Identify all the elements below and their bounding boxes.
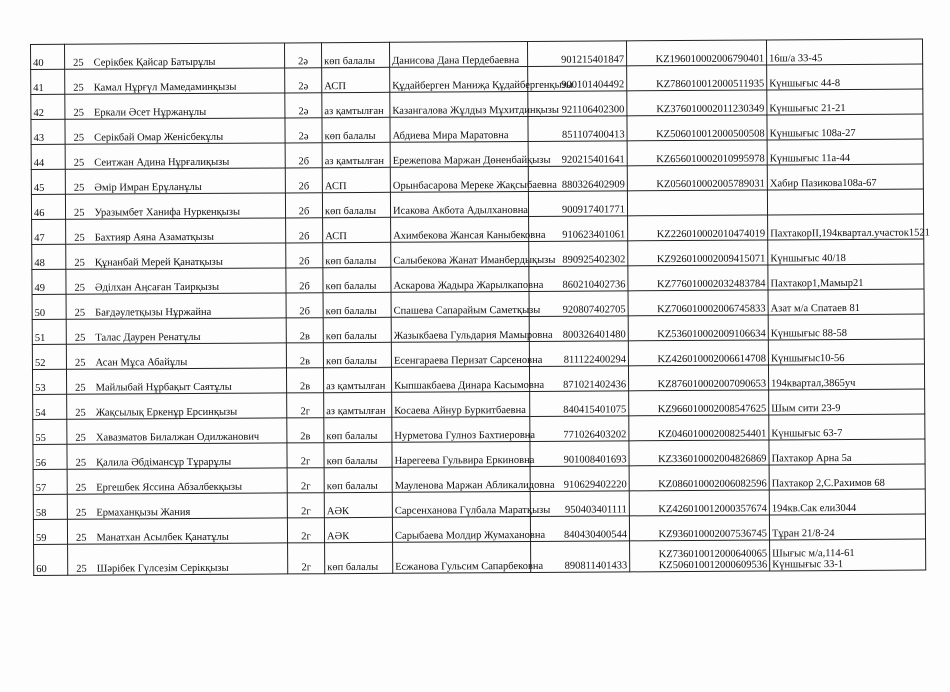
class-cell: 2в [286,368,323,393]
address-cell [767,189,923,215]
age-value: 25 [76,563,87,575]
student-name-text: Хавазматов Билалжан Одилжанович [95,431,260,444]
row-number: 40 [31,44,65,69]
iban-cell: KZ226010002010474019 [628,215,768,241]
iban-cell: KZ336010002004826869 [629,440,769,466]
parent-name: Спашева Сапарайым Саметқызы [391,291,529,317]
iin-cell: 901008401693 [530,441,629,467]
iban-cell [627,190,767,216]
status-cell: АСП [322,167,390,192]
class-cell: 2г [287,518,324,543]
student-name-text: Ермаханқызы Жания [96,507,191,519]
class-cell: 2ә [285,68,322,93]
student-name-text: Бағдәулетқызы Нұржайна [95,306,212,319]
student-name [67,468,287,494]
parent-name: Құдайберген Маниҗа Құдайбергенқызы [390,66,528,92]
status-cell: АӘК [324,492,392,517]
student-name-text: Еркали Әсет Нұржанұлы [93,106,207,119]
class-cell: 2г [287,493,324,518]
student-name-text: Бахтияр Аяна Азаматқызы [94,231,214,244]
student-name [68,543,288,575]
student-name [66,343,286,369]
age-value: 25 [73,132,85,144]
age-value: 25 [73,82,84,94]
row-number: 53 [32,369,66,394]
iban-cell: KZ056010002005789031 [627,165,767,191]
parent-name: Аскарова Жадыра Жарылкаповна [391,266,529,292]
iin-cell: 920215401641 [528,141,627,167]
student-name-text: Уразымбет Ханифа Нуркенқызы [94,206,241,219]
address-cell: Күншығыс 11а-44 [767,139,923,165]
student-name [67,493,287,519]
student-name-text: Майлыбай Нұрбақыт Саятұлы [95,381,232,394]
status-cell: АСП [323,217,391,242]
student-name-text: Әділхан Аңсаған Таирқызы [94,281,220,294]
address-cell: 16ш/а 33-45 [766,39,922,65]
row-number: 42 [31,94,65,119]
status-cell: көп балалы [323,342,391,367]
iin-cell: 910623401061 [529,216,628,242]
age-value: 25 [75,382,86,394]
class-cell: 2г [287,468,324,493]
student-name [66,268,286,294]
row-number: 50 [32,294,66,319]
parent-name: Есжанова Гульсим Сапарбековна [393,541,531,573]
age-value: 25 [74,307,86,319]
iban-cell: KZ776010002032483784 [628,265,768,291]
age-value: 25 [73,107,84,119]
row-number: 47 [32,219,66,244]
age-value: 25 [74,357,86,369]
age-value: 25 [75,457,87,469]
iban-cell: KZ376010002011230349 [627,90,767,116]
iin-cell: 910629402220 [530,466,629,492]
class-cell: 2б [285,193,322,218]
row-number: 41 [31,69,65,94]
iban-cell: KZ046010002008254401 [629,415,769,441]
student-name [66,318,286,344]
iin-cell: 920807402705 [529,291,628,317]
iban-cell: KZ086010002006082596 [629,465,769,491]
row-number: 48 [32,244,66,269]
parent-name: Жазыкбаева Гульдария Мамыровна [391,316,529,342]
row-number: 56 [33,444,67,469]
status-cell: аз қамтылған [322,92,390,117]
address-cell: Шым сити 23-9 [769,389,925,415]
row-number: 57 [33,469,67,494]
status-cell: аз қамтылған [323,367,391,392]
parent-name: Сарыбаева Молдир Жумахановна [392,516,530,542]
address-cell: Пахтакор 2,С.Рахимов 68 [769,464,925,490]
age-value: 25 [74,257,85,269]
parent-name: Ережепова Маржан Дөненбайқызы [390,141,528,167]
address-cell: Пахтакор1,Мамыр21 [768,264,924,290]
student-name [67,443,287,469]
student-name-text: Серікбек Қайсар Батырұлы [93,56,216,69]
student-name [65,118,285,144]
student-name [66,293,286,319]
row-number: 59 [33,519,67,544]
class-cell: 2б [286,268,323,293]
iban-cell: KZ426010012000357674 [629,490,769,516]
parent-name: Казангалова Жұлдыз Мұхитдинқызы [390,91,528,117]
class-cell: 2в [287,418,324,443]
student-list-table [30,39,930,576]
address-cell: Тұран 21/8-24 [769,514,925,540]
class-cell: 2ә [285,118,322,143]
status-cell: көп балалы [325,542,393,573]
student-name-text: Қалила Әбдімансұр Тұрарұлы [96,456,232,469]
class-cell: 2б [285,168,322,193]
iin-cell: 800326401480 [529,316,628,342]
address-cell: Күншығыс 63-7 [769,414,925,440]
parent-name: Косаева Айнур Буркитбаевна [392,391,530,417]
class-cell: 2б [286,243,323,268]
age-value: 25 [74,332,86,344]
iin-cell: 880326402909 [528,166,627,192]
iin-cell: 900101404492 [528,66,627,92]
status-cell: көп балалы [321,42,389,67]
parent-name: Кыпшакбаева Динара Касымовна [391,366,529,392]
student-name [65,143,285,169]
student-name [65,193,285,219]
age-value: 25 [73,157,85,169]
address-cell: Күншығыс 40/18 [768,239,924,265]
iin-cell: 950403401111 [530,491,629,517]
student-name-text: Шәрібек Гүлсезім Серікқызы [96,562,229,575]
address-cell: Күншығыс 44-8 [767,64,923,90]
status-cell: көп балалы [323,242,391,267]
iban-cell: KZ196010002006790401 [626,40,766,66]
address-cell: Күншығыс 88-58 [768,314,924,340]
student-name-text: Талас Даурен Ренатұлы [95,331,201,344]
iin-cell: 900917401771 [528,191,627,217]
iban-cell: KZ656010002010995978 [627,140,767,166]
class-cell: 2ә [285,93,322,118]
age-value: 25 [75,507,87,519]
student-name-text: Сеитжан Адина Нұрғалиқызы [94,156,230,169]
address-cell: 194кв.Сак ели3044 [769,489,925,515]
table-row [34,539,926,575]
student-name [67,418,287,444]
parent-name: Ахимбекова Жансая Каныбековна [391,216,529,242]
age-value: 25 [73,182,85,194]
class-cell: 2г [287,393,324,418]
parent-name: Абдиева Мира Маратовна [390,116,528,142]
address-cell: Пахтакор Арна 5а [769,439,925,465]
row-number: 43 [31,119,65,144]
student-name-text: Жақсылық Еркенұр Ерсинқызы [95,406,238,419]
row-number: 44 [31,144,65,169]
parent-name: Данисова Дана Пердебаевна [389,41,527,67]
parent-name: Орынбасарова Мереке Жақсыбаевна [390,166,528,192]
student-name-text: Әмір Имран Ерұланұлы [94,181,202,194]
student-name [65,168,285,194]
iban-cell: KZ426010002006614708 [628,340,768,366]
row-number: 55 [33,419,67,444]
iin-cell: 871021402436 [529,366,628,392]
row-number: 52 [32,344,66,369]
iin-cell: 890925402302 [529,241,628,267]
age-value: 25 [74,232,85,244]
address-cell: Күншығыс10-56 [768,339,924,365]
age-value: 25 [75,407,86,419]
class-cell: 2г [288,543,325,574]
class-cell: 2б [285,143,322,168]
status-cell: аз қамтылған [324,392,392,417]
row-number: 49 [32,269,66,294]
age-value: 25 [73,57,84,69]
iin-cell: 811122400294 [529,341,628,367]
student-name-text: Құнанбай Мерей Қанатқызы [94,256,223,269]
status-cell: көп балалы [324,467,392,492]
iin-cell: 860210402736 [529,266,628,292]
age-value: 25 [75,482,87,494]
age-value: 25 [74,282,86,294]
address-cell: 194квартал,3865уч [768,364,924,390]
iin-cell: 921106402300 [528,91,627,117]
iban-cell: KZ736010012000640065 KZ506010012000609536 [630,540,770,572]
iin-cell: 890811401433 [531,541,630,573]
age-value: 25 [75,432,86,444]
row-number: 46 [31,194,65,219]
iban-cell: KZ536010002009106634 [628,315,768,341]
iban-cell: KZ966010002008547625 [629,390,769,416]
class-cell: 2в [286,343,323,368]
row-number: 51 [32,319,66,344]
class-cell: 2ә [284,43,321,68]
parent-name: Есенгараева Перизат Сарсеновна [391,341,529,367]
status-cell: көп балалы [324,417,392,442]
status-cell: көп балалы [323,317,391,342]
row-number: 54 [33,394,67,419]
status-cell: АСП [322,67,390,92]
iban-cell: KZ876010002007090653 [628,365,768,391]
extra-iban: KZ506010012000609536 [658,559,768,572]
student-name-text: Асан Мұса Абайұлы [95,357,188,369]
status-cell: АӘК [324,517,392,542]
status-cell: көп балалы [322,192,390,217]
student-name [67,393,287,419]
student-name [65,43,285,69]
address-cell: Азат м/а Спатаев 81 [768,289,924,315]
student-name [66,368,286,394]
parent-name: Нарегеева Гульвира Еркиновна [392,441,530,467]
address-cell: Хабир Пазикова108а-67 [767,164,923,190]
age-value: 25 [74,207,85,219]
iban-cell: KZ936010002007536745 [629,515,769,541]
student-name [67,518,287,544]
row-number: 58 [33,494,67,519]
status-cell: аз қамтылған [322,142,390,167]
class-cell: 2б [286,293,323,318]
iin-cell: 771026403202 [530,416,629,442]
iin-cell: 840430400544 [530,516,629,542]
student-name-text: Ергешбек Яссина Абзалбекқызы [96,481,243,494]
iin-cell: 840415401075 [530,391,629,417]
row-number: 45 [31,169,65,194]
address-cell: Күншығыс 21-21 [767,89,923,115]
status-cell: көп балалы [324,442,392,467]
class-cell: 2б [286,218,323,243]
iin-cell: 851107400413 [528,116,627,142]
parent-name: Исакова Акбота Адылхановна [390,191,528,217]
age-value: 25 [75,532,87,544]
extra-address: Күншығыс 33-1 [772,559,844,571]
parent-name: Нурметова Гулноз Бахтиеровна [392,416,530,442]
parent-name: Сарсенханова Гүлбала Маратқызы [392,491,530,517]
student-name-text: Камал Нұрғүл Мамедаминқызы [93,81,237,94]
iban-cell: KZ786010012000511935 [627,65,767,91]
status-cell: көп балалы [322,117,390,142]
student-name [65,93,285,119]
iban-cell: KZ506010012000500508 [627,115,767,141]
parent-name: Салыбекова Жанат Иманбердықызы [391,241,529,267]
row-number: 60 [34,544,68,575]
student-name-text: Серікбай Омар Женісбекұлы [94,131,224,144]
status-cell: көп балалы [323,267,391,292]
student-name-text: Манатхан Асылбек Қанатұлы [96,531,229,544]
student-name [66,218,286,244]
iban-cell: KZ926010002009415071 [628,240,768,266]
iin-cell: 901215401847 [527,41,626,67]
address-cell: ПахтакорII,194квартал.участок1521 [768,214,924,240]
status-cell: көп балалы [323,292,391,317]
class-cell: 2в [286,318,323,343]
student-name [66,243,286,269]
student-name [65,68,285,94]
address-cell: Шығыс м/а,114-61 Күншығыс 33-1 [770,539,926,571]
iban-cell: KZ706010002006745833 [628,290,768,316]
address-cell: Күншығыс 108а-27 [767,114,923,140]
parent-name: Мауленова Маржан Абликалидовна [392,466,530,492]
class-cell: 2г [287,443,324,468]
